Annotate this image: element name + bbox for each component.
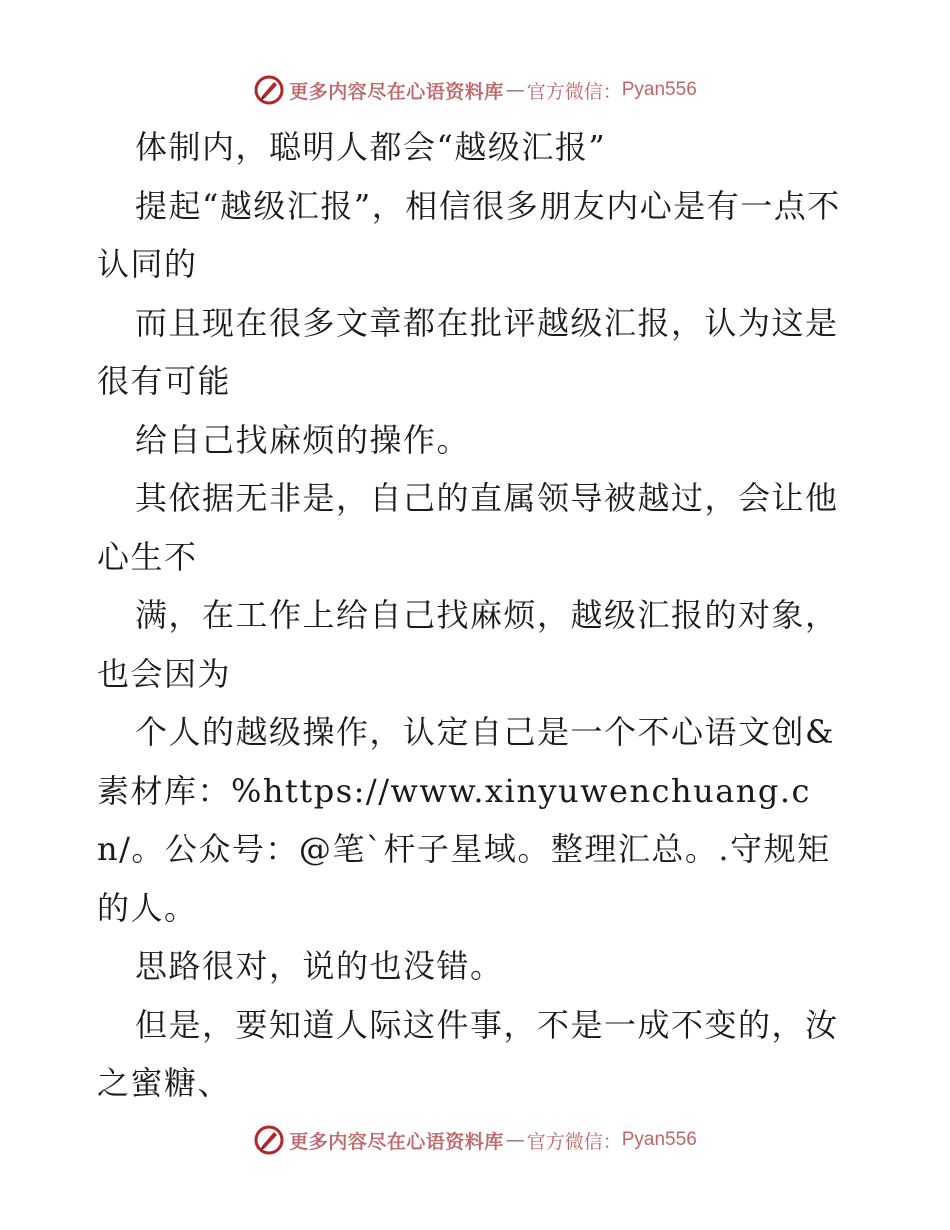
paragraph: 体制内，聪明人都会“越级汇报” xyxy=(135,128,607,166)
paragraph: 给自己找麻烦的操作。 xyxy=(135,420,471,459)
paragraph: 其依据无非是，自己的直属领导被越过，会让他心生不 xyxy=(97,479,839,576)
paragraph: 提起“越级汇报”，相信很多朋友内心是有一点不认同的 xyxy=(97,186,841,283)
paragraph: 满，在工作上给自己找麻烦，越级汇报的对象，也会因为 xyxy=(97,596,839,693)
header-wechat-label: 官方微信： xyxy=(526,80,622,103)
footer-wechat-label: 官方微信： xyxy=(526,1130,622,1153)
footer-banner-text: 更多内容尽在心语资料库 xyxy=(289,1130,504,1153)
header-wechat-id: Pyan556 xyxy=(621,79,697,100)
pen-logo-icon xyxy=(253,1124,285,1156)
document-body xyxy=(97,118,857,1113)
paragraph: 但是，要知道人际这件事，不是一成不变的，汝之蜜糖、 xyxy=(97,1005,839,1102)
paragraph: 个人的越级操作，认定自己是一个不心语文创&素材库：%https://www.xinyuwenchuang.cn/。公众号：@笔`杆子星域。整理汇总。.守规矩的人。 xyxy=(97,713,835,927)
paragraph: 而且现在很多文章都在批评越级汇报，认为这是很有可能 xyxy=(97,303,839,400)
footer-separator: — xyxy=(505,1129,525,1151)
header-separator: — xyxy=(505,79,525,101)
footer-banner xyxy=(0,1120,950,1160)
footer-wechat-id: Pyan556 xyxy=(621,1129,697,1150)
paragraph: 思路很对，说的也没错。 xyxy=(135,947,504,985)
header-banner-text: 更多内容尽在心语资料库 xyxy=(289,80,504,103)
header-banner xyxy=(0,70,950,110)
pen-logo-icon xyxy=(253,74,285,106)
